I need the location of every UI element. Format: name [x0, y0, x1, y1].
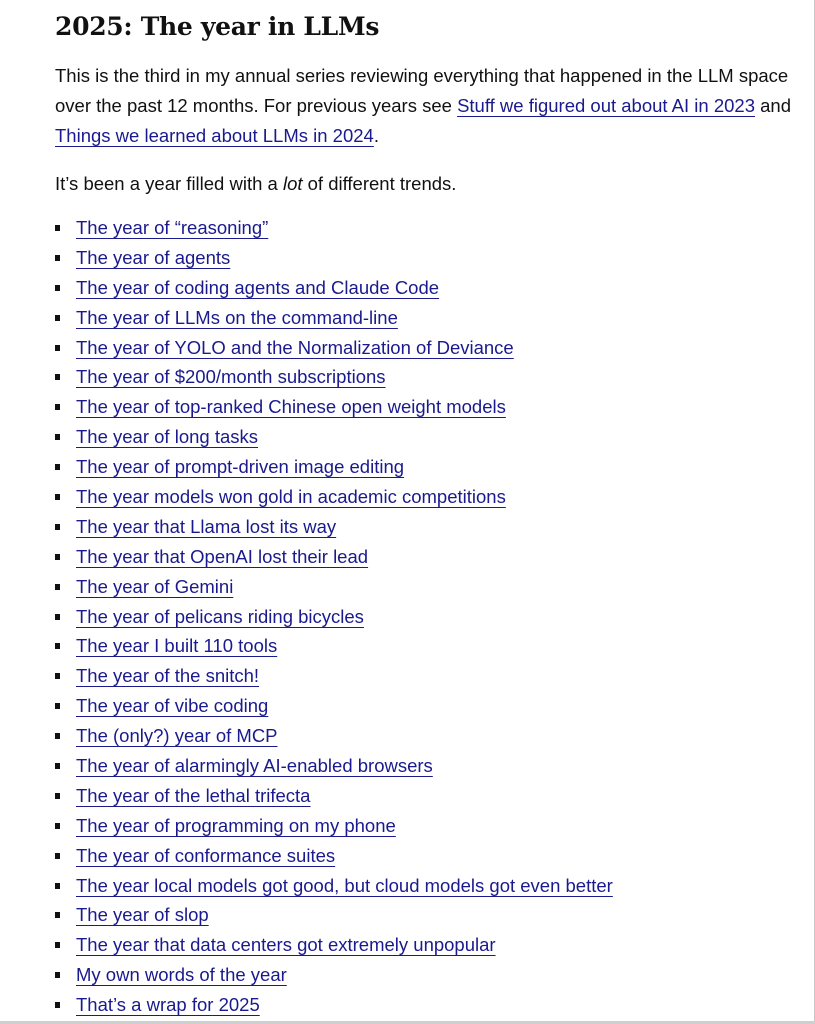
list-item [55, 960, 795, 990]
list-item [55, 661, 795, 691]
link-ai-2023[interactable]: Stuff we figured out about AI in 2023 [457, 95, 755, 116]
square-bullet-icon [55, 315, 60, 321]
list-item [55, 303, 795, 333]
square-bullet-icon [55, 853, 60, 859]
square-bullet-icon [55, 942, 60, 948]
list-item [55, 392, 795, 422]
square-bullet-icon [55, 733, 60, 739]
toc-link[interactable]: The year I built 110 tools [76, 635, 278, 657]
square-bullet-icon [55, 972, 60, 978]
list-item [55, 930, 795, 960]
list-item [55, 213, 795, 243]
toc-link[interactable]: The year local models got good, but cloud models got even better [76, 874, 613, 896]
toc-link[interactable]: The year of alarmingly AI-enabled browsers [76, 755, 433, 777]
square-bullet-icon [55, 494, 60, 500]
list-item [55, 243, 795, 273]
list-item [55, 841, 795, 871]
list-item [55, 990, 795, 1020]
square-bullet-icon [55, 1002, 60, 1008]
intro-text-after: . [373, 125, 379, 146]
square-bullet-icon [55, 554, 60, 560]
toc-link[interactable]: The year that Llama lost its way [76, 515, 337, 537]
toc-link[interactable]: The year that OpenAI lost their lead [76, 545, 369, 567]
link-llms-2024[interactable]: Things we learned about LLMs in 2024 [55, 125, 374, 146]
square-bullet-icon [55, 464, 60, 470]
toc-link[interactable]: The year of conformance suites [76, 844, 336, 866]
toc-link[interactable]: That’s a wrap for 2025 [76, 994, 260, 1016]
list-item [55, 721, 795, 751]
intro-paragraph [55, 61, 795, 151]
square-bullet-icon [55, 345, 60, 351]
square-bullet-icon [55, 703, 60, 709]
toc-link[interactable]: The year of long tasks [76, 426, 259, 448]
toc-link[interactable]: The (only?) year of MCP [76, 725, 278, 747]
list-item [55, 333, 795, 363]
list-item [55, 512, 795, 542]
toc-link[interactable]: The year of “reasoning” [76, 217, 269, 238]
toc-link[interactable]: The year of the snitch! [76, 665, 260, 687]
list-item [55, 691, 795, 721]
list-item [55, 273, 795, 303]
square-bullet-icon [55, 434, 60, 440]
list-item [55, 362, 795, 392]
square-bullet-icon [55, 763, 60, 769]
toc-link[interactable]: The year of Gemini [76, 575, 234, 597]
table-of-contents [55, 213, 795, 1020]
square-bullet-icon [55, 912, 60, 918]
intro-text-between: and [755, 95, 792, 116]
trends-intro-emphasis: lot [282, 173, 303, 194]
toc-link[interactable]: The year of prompt-driven image editing [76, 456, 405, 478]
toc-link[interactable]: The year of pelicans riding bicycles [76, 605, 364, 627]
list-item [55, 751, 795, 781]
toc-link[interactable]: The year of programming on my phone [76, 814, 396, 836]
toc-link[interactable]: The year of $200/month subscriptions [76, 366, 386, 388]
square-bullet-icon [55, 404, 60, 410]
square-bullet-icon [55, 225, 60, 231]
toc-link[interactable]: The year of top-ranked Chinese open weight models [76, 396, 506, 418]
list-item [55, 631, 795, 661]
list-item [55, 781, 795, 811]
square-bullet-icon [55, 285, 60, 291]
square-bullet-icon [55, 584, 60, 590]
square-bullet-icon [55, 374, 60, 380]
square-bullet-icon [55, 643, 60, 649]
intro-text-before: This is the third in my annual series reviewing everything that happened in the LLM space over the past 12 months. For previous years see [55, 65, 789, 116]
square-bullet-icon [55, 793, 60, 799]
list-item [55, 542, 795, 572]
toc-link[interactable]: The year of agents [76, 246, 231, 268]
square-bullet-icon [55, 823, 60, 829]
list-item [55, 452, 795, 482]
list-item [55, 871, 795, 901]
toc-link[interactable]: The year of vibe coding [76, 695, 269, 717]
toc-link[interactable]: The year of slop [76, 904, 209, 926]
list-item [55, 572, 795, 602]
toc-link[interactable]: The year models won gold in academic competitions [76, 486, 506, 508]
square-bullet-icon [55, 673, 60, 679]
toc-link[interactable]: The year of the lethal trifecta [76, 784, 311, 806]
page-title: 2025: The year in LLMs [55, 12, 380, 41]
trends-intro-after: of different trends. [302, 173, 457, 194]
trends-intro-before: It’s been a year filled with a [55, 173, 283, 194]
list-item [55, 482, 795, 512]
list-item [55, 602, 795, 632]
list-item [55, 900, 795, 930]
square-bullet-icon [55, 883, 60, 889]
toc-link[interactable]: The year of LLMs on the command-line [76, 306, 398, 328]
square-bullet-icon [55, 524, 60, 530]
square-bullet-icon [55, 614, 60, 620]
list-item [55, 811, 795, 841]
toc-link[interactable]: The year that data centers got extremely unpopular [76, 934, 496, 956]
trends-intro-paragraph [55, 169, 795, 199]
square-bullet-icon [55, 255, 60, 261]
list-item [55, 422, 795, 452]
article [55, 8, 795, 1020]
toc-link[interactable]: My own words of the year [76, 964, 287, 986]
toc-link[interactable]: The year of YOLO and the Normalization of Deviance [76, 336, 514, 358]
toc-link[interactable]: The year of coding agents and Claude Code [76, 276, 440, 298]
